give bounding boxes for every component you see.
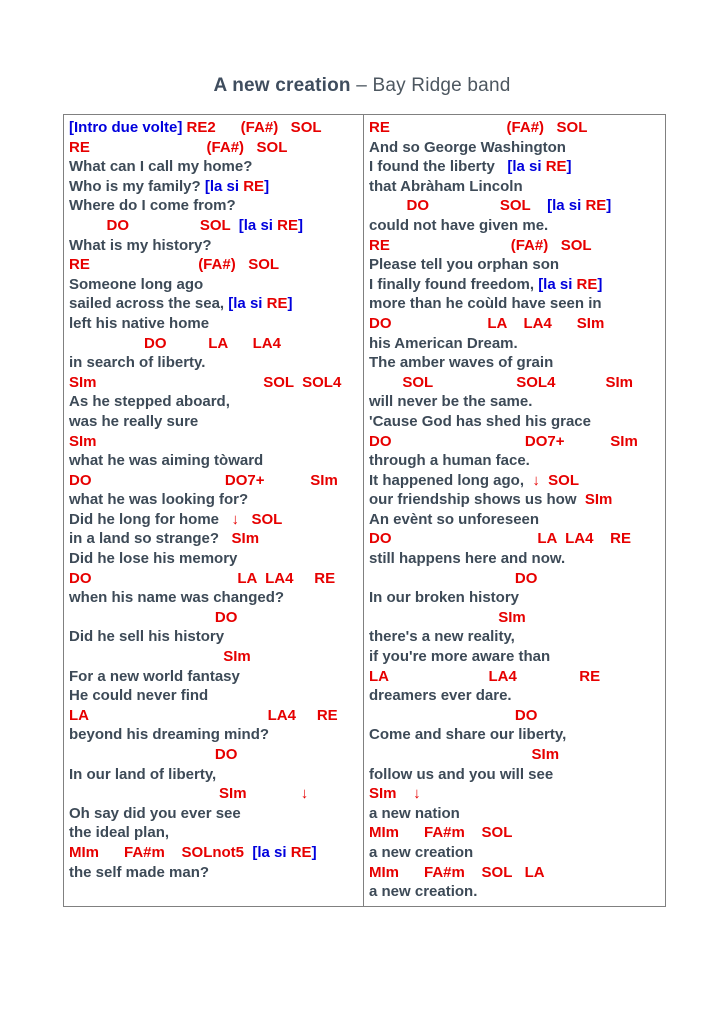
lyric-text: For a new world fantasy [69,667,240,685]
chord-text: SOL SOL4 SIm [369,373,633,391]
lyric-text: there's a new reality, [369,628,515,646]
bracket-chord-text: ] [264,177,270,195]
song-line [69,529,363,549]
song-line [69,608,363,628]
lyric-text: As he stepped aboard, [69,393,230,411]
bracket-chord-text: [la si [252,843,291,861]
song-line [69,510,363,530]
song-line [369,510,665,530]
chord-text: SIm [369,746,560,763]
lyric-text: a new creation. [369,883,478,901]
song-line [69,177,363,197]
chord-text: LA LA4 RE [69,706,338,724]
chord-text: RE (FA#) SOL [369,236,592,254]
song-line [69,569,363,589]
song-line [69,138,363,158]
song-line [69,745,363,765]
lyric-text: that Abràham Lincoln [369,177,523,195]
song-line [69,334,363,354]
bracket-chord-text: [la si [204,177,244,195]
song-line [369,627,665,647]
song-line [369,686,665,706]
song-line [69,294,363,314]
lyric-text: a new creation [369,843,474,861]
lyric-text: his American Dream. [369,334,518,352]
chord-text: DO DO7+ SIm [69,471,338,489]
lyric-text: dreamers ever dare. [369,687,512,705]
lyric-text: follow us and you will see [369,765,554,783]
lyric-text: Please tell you orphan son [369,256,560,274]
song-line [369,725,665,745]
chord-text: SIm [584,491,613,509]
chord-text: DO [69,746,238,763]
song-line [369,118,665,138]
lyric-text: through a human face. [369,452,530,470]
chord-text: SIm [69,432,97,450]
chord-text: RE (FA#) SOL [369,119,588,136]
bracket-chord-text: ] [297,216,303,234]
song-line [369,823,665,843]
lyric-text: could not have given me. [369,216,549,234]
lyric-text: Someone long ago [69,275,204,293]
lyric-text: what he was aiming tòward [69,452,264,470]
bracket-chord-text: ] [566,158,572,176]
song-line [369,745,665,765]
lyric-text: In our broken history [369,589,520,607]
song-line [69,784,363,804]
song-line [69,118,363,138]
song-line [369,843,665,863]
song-line [369,294,665,314]
lyric-text: beyond his dreaming mind? [69,726,270,744]
lyric-text: Did he lose his memory [69,550,238,568]
song-line [69,686,363,706]
lyric-text: Did he sell his history [69,628,225,646]
chord-text: RE [243,177,265,195]
chord-text: DO DO7+ SIm [369,432,638,450]
bracket-chord-text: [Intro due volte] [69,119,187,136]
bracket-chord-text: [la si [507,158,546,176]
song-line [69,725,363,745]
chord-text: RE (FA#) SOL [69,138,288,156]
bracket-chord-text: ] [311,843,317,861]
song-line [369,706,665,726]
song-line [69,451,363,471]
lyrics-table [63,114,666,907]
song-line [369,490,665,510]
chord-text: SIm SOL SOL4 [69,373,342,391]
song-line [69,706,363,726]
song-line [369,353,665,373]
lyric-text: the ideal plan, [69,824,170,842]
song-line [69,432,363,452]
lyric-text: Who is my family? [69,177,205,195]
chord-text: RE [576,275,598,293]
song-line [369,569,665,589]
song-title [0,75,724,97]
song-line [369,667,665,687]
lyric-text: It happened long ago, [369,471,533,489]
lyric-text: He could never find [69,687,209,705]
lyric-text: will never be the same. [369,393,533,411]
lyrics-column-right [364,115,665,906]
song-line [369,451,665,471]
song-line [69,412,363,432]
song-line [369,784,665,804]
lyric-text: if you're more aware than [369,648,551,666]
song-line [69,549,363,569]
song-line [69,392,363,412]
song-line [369,529,665,549]
song-line [69,765,363,785]
chord-text: DO LA LA4 [69,334,281,352]
song-line [69,667,363,687]
chord-text: DO LA LA4 RE [369,530,631,548]
lyric-text: more than he coùld have seen in [369,295,602,313]
song-line [69,275,363,295]
lyrics-column-left [64,115,364,906]
lyric-text: when his name was changed? [69,589,285,607]
song-line [69,627,363,647]
song-line [69,255,363,275]
song-line [369,432,665,452]
chord-text: MIm FA#m SOLnot5 [69,843,253,861]
song-line [369,549,665,569]
song-line [69,490,363,510]
song-line [369,275,665,295]
song-line [69,843,363,863]
lyric-text: Where do I come from? [69,197,236,215]
song-line [69,353,363,373]
song-line [69,863,363,883]
lyric-text: What can I call my home? [69,158,253,176]
lyric-text: what he was looking for? [69,491,249,509]
lyric-text: Oh say did you ever see [69,804,241,822]
chord-text: DO SOL [69,216,239,234]
song-line [369,334,665,354]
song-line [369,471,665,491]
chord-text: DO [69,608,238,626]
chord-text: MIm FA#m SOL [369,824,513,842]
bracket-chord-text: [la si [547,197,586,215]
song-line [369,314,665,334]
lyric-text: the self made man? [69,863,210,881]
chord-text: ↓ SOL [532,471,580,489]
lyric-text: a new nation [369,804,460,822]
song-title-suffix: – Bay Ridge band [350,75,511,96]
song-line [69,157,363,177]
chord-text: DO [369,569,538,587]
chord-text: SIm ↓ [369,785,421,803]
song-line [69,471,363,491]
lyric-text: Come and share our liberty, [369,726,567,744]
song-line [69,647,363,667]
lyric-text: Did he long for home [69,510,232,528]
chord-text: DO LA LA4 RE [69,569,336,587]
chord-text: SIm [369,608,526,626]
chord-text: RE (FA#) SOL [69,256,280,274]
song-line [69,588,363,608]
song-line [369,196,665,216]
song-line [369,138,665,158]
song-line [69,804,363,824]
lyric-text: was he really sure [69,412,199,430]
song-line [369,216,665,236]
song-line [369,588,665,608]
song-line [369,392,665,412]
song-line [369,608,665,628]
lyric-text: our friendship shows us how [369,491,585,509]
lyric-text: 'Cause God has shed his grace [369,412,591,430]
lyric-text: In our land of liberty, [69,765,217,783]
song-line [369,373,665,393]
song-line [369,255,665,275]
lyric-text: I finally found freedom, [369,275,539,293]
lyric-text: still happens here and now. [369,550,566,568]
lyric-text: An evènt so unforeseen [369,510,540,528]
song-title-main: A new creation [213,75,351,96]
chord-text: SIm [231,530,260,548]
bracket-chord-text: [la si [238,216,278,234]
lyric-text: in search of liberty. [69,354,206,372]
chord-text: RE [266,295,288,313]
chord-text: DO SOL [369,197,548,215]
chord-text: LA LA4 RE [369,667,601,685]
lyric-text: What is my history? [69,236,212,254]
lyric-text: sailed across the sea, [69,295,229,313]
bracket-chord-text: ] [597,275,603,293]
bracket-chord-text: [la si [538,275,577,293]
song-line [69,216,363,236]
bracket-chord-text: ] [606,197,612,215]
chord-text: RE2 (FA#) SOL [186,119,322,136]
song-line [69,373,363,393]
chord-text: RE [290,843,312,861]
song-line [369,236,665,256]
chord-text: SIm ↓ [69,785,309,803]
song-line [369,882,665,902]
song-line [369,804,665,824]
lyric-text: left his native home [69,314,210,332]
chord-text: ↓ SOL [231,510,283,528]
song-line [69,196,363,216]
song-line [369,863,665,883]
chord-text: RE [585,197,607,215]
chord-text: DO [369,706,538,724]
chord-text: MIm FA#m SOL LA [369,863,545,881]
song-line [69,236,363,256]
song-line [69,823,363,843]
lyric-text: The amber waves of grain [369,354,554,372]
chord-text: DO LA LA4 SIm [369,314,605,332]
song-line [369,412,665,432]
song-line [369,765,665,785]
song-line [69,314,363,334]
chord-text: RE [545,158,567,176]
chord-text: SIm [69,648,251,666]
song-line [369,157,665,177]
bracket-chord-text: [la si [228,295,267,313]
chord-text: RE [277,216,298,234]
lyric-text: I found the liberty [369,158,508,176]
lyric-text: in a land so strange? [69,530,232,548]
song-line [369,647,665,667]
song-line [369,177,665,197]
lyric-text: And so George Washington [369,138,566,156]
bracket-chord-text: ] [287,295,293,313]
